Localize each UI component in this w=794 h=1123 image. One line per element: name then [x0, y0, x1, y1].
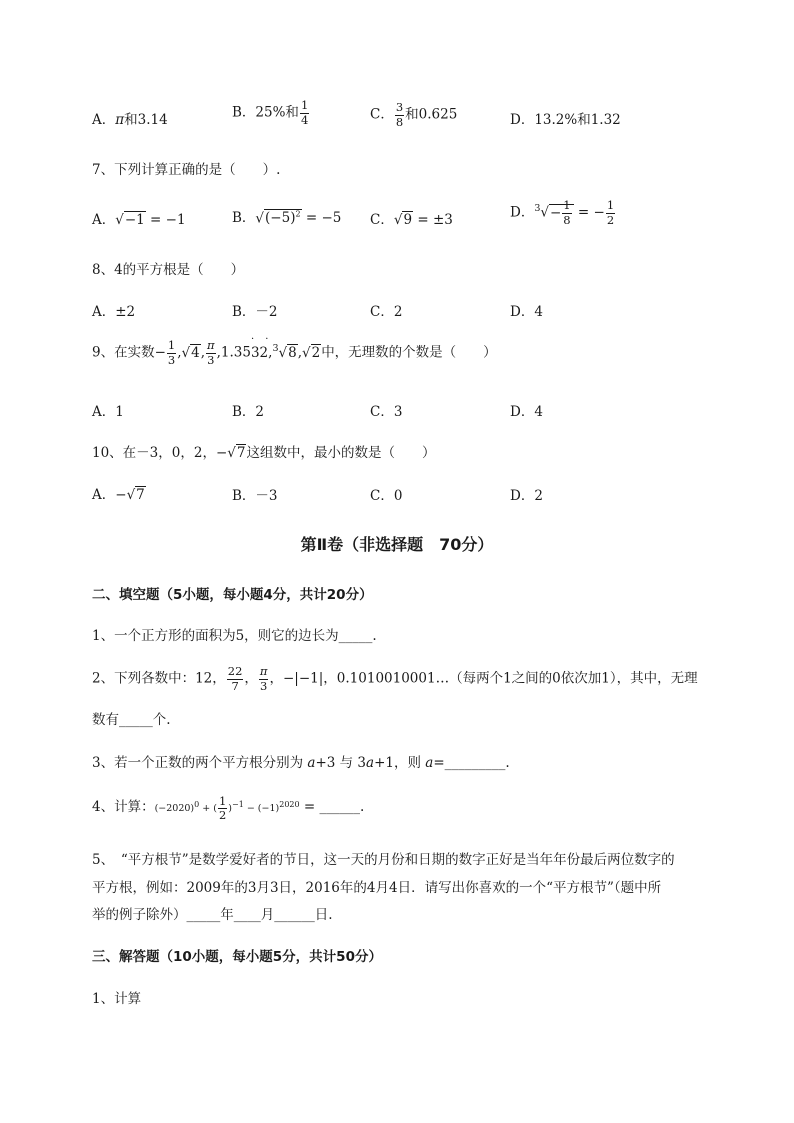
separator: ,: [268, 344, 273, 361]
fraction: [227, 666, 244, 692]
option-label: A．−: [92, 487, 127, 503]
q10-option-a: [92, 483, 146, 503]
sqrt-expression: √7: [227, 445, 246, 461]
separator: ,: [177, 344, 182, 361]
expr-text: (−2020): [154, 803, 195, 814]
option-label: D．: [510, 112, 535, 128]
exponent: 2: [295, 209, 301, 219]
radicand: 9: [403, 212, 413, 228]
q8-stem: 8、4的平方根是（ ）: [92, 262, 245, 278]
fraction: [259, 666, 269, 692]
q6-option-a: [92, 108, 168, 128]
expression: $(-2020)^0$ + ( $\frac{1}{2}$ )$^{-1} - (-1)^{2020}$: [154, 793, 300, 822]
s2-q5-line3: 举的例子除外）_____年____月______日.: [92, 907, 333, 923]
expr-text: − (−1): [243, 803, 280, 814]
numerator: 3: [395, 100, 404, 114]
radicand: 8: [288, 344, 297, 361]
numerator: 1: [167, 338, 176, 352]
pi-symbol: π: [115, 112, 125, 128]
fraction: [395, 102, 404, 128]
option-text: 和0.625: [405, 106, 458, 123]
minus-sign: −: [549, 204, 562, 221]
separator: ，: [244, 670, 258, 687]
option-label: A．: [92, 112, 116, 128]
q9-option-d: D．4: [510, 404, 543, 420]
stem-text: 2、下列各数中：12，: [92, 670, 226, 687]
sqrt-expression: √4: [181, 344, 200, 361]
option-label: B．: [232, 210, 256, 226]
answer-blank: =_________.: [433, 755, 510, 771]
q6-option-c: [370, 102, 457, 128]
option-text: = ±3: [413, 212, 453, 228]
fraction: [206, 340, 216, 366]
s3-q1: 1、计算: [92, 991, 142, 1007]
fraction: [300, 100, 309, 126]
abs-value-expression: ，−|−1|: [269, 670, 324, 687]
fraction: [167, 340, 176, 366]
radicand: 7: [136, 487, 145, 503]
q7-option-c: [370, 208, 453, 228]
radicand-base: (−5): [265, 210, 296, 226]
s2-q1: 1、一个正方形的面积为5，则它的边长为_____.: [92, 628, 377, 644]
radicand: [549, 198, 574, 227]
numerator: 1: [300, 98, 309, 112]
radicand: −1: [124, 212, 145, 228]
repeat-dots: · ·: [250, 333, 273, 345]
numerator: π: [207, 338, 215, 352]
s2-q2-line2: 数有_____个.: [92, 712, 171, 728]
stem-text: 3、若一个正数的两个平方根分别为: [92, 755, 308, 771]
denominator: 3: [207, 352, 215, 367]
option-text: 13.2%和1.32: [534, 112, 621, 128]
q10-option-c: C．0: [370, 488, 403, 504]
denominator: 7: [231, 678, 239, 693]
stem-text: 4、计算：: [92, 799, 155, 815]
sqrt-expression: √2: [301, 344, 321, 361]
root-index: 3: [272, 343, 279, 354]
exponent: 0: [194, 799, 200, 809]
q10-option-b: B．－3: [232, 488, 278, 504]
numerator: 1: [218, 793, 227, 808]
q9-option-b: B．2: [232, 404, 265, 420]
q9-option-c: C．3: [370, 404, 403, 420]
q6-option-b: [232, 100, 310, 126]
q8-option-a: A．±2: [92, 304, 136, 320]
sqrt-expression: √9: [393, 212, 413, 228]
option-label: C．: [370, 106, 394, 123]
denominator: 8: [395, 114, 404, 129]
fraction: [606, 200, 615, 226]
radicand: [264, 209, 302, 226]
section2-title: 二、填空题（5小题，每小题4分，共计20分）: [92, 587, 373, 603]
expr-text: + (: [199, 803, 217, 814]
variable-a: a: [366, 755, 375, 771]
denominator: 2: [606, 212, 615, 227]
s2-q2: [92, 666, 698, 692]
option-text: 和3.14: [124, 112, 168, 128]
option-label: B．: [232, 104, 256, 121]
q8-option-c: C．2: [370, 304, 403, 320]
fraction: [218, 793, 227, 822]
sqrt-expression: $√(-5)^2$: [255, 209, 301, 226]
s2-q3: [92, 751, 510, 771]
q8-option-d: D．4: [510, 304, 543, 320]
fraction: [562, 200, 571, 226]
q7-option-b: [232, 206, 341, 226]
option-text: = −: [573, 204, 605, 221]
repeating-text: 32: [250, 344, 269, 361]
s2-q5-line2: 平方根，例如：2009年的3月3日，2016年的4月4日．请写出你喜欢的一个“平方根节”（题中所: [92, 880, 662, 896]
root-index: 3: [534, 203, 541, 214]
stem-text: 这组数中，最小的数是（ ）: [246, 445, 436, 461]
stem-text: 9、在实数−: [92, 344, 166, 361]
variable-a: a: [425, 755, 434, 771]
part2-title: 第Ⅱ卷（非选择题 70分）: [300, 535, 494, 554]
stem-text: +1，则: [374, 755, 426, 771]
cube-root-expression: √− $\frac{1}{8}$: [540, 200, 573, 226]
denominator: 4: [300, 112, 309, 127]
s2-q5-line1: 5、 “平方根节”是数学爱好者的节日，这一天的月份和日期的数字正好是当年年份最后两位数字的: [92, 852, 675, 868]
radicand: 2: [311, 344, 321, 361]
option-label: C．: [370, 212, 394, 228]
q10-option-d: D．2: [510, 488, 543, 504]
exponent: −1: [232, 799, 244, 809]
option-label: A．: [92, 212, 116, 228]
denominator: 2: [218, 808, 227, 822]
stem-text: 中，无理数的个数是（ ）: [321, 344, 497, 361]
numerator: 22: [227, 664, 243, 678]
q7-option-d: [510, 200, 616, 226]
sqrt-expression: √7: [126, 487, 145, 503]
sqrt-expression: √−1: [115, 212, 145, 228]
answer-blank: = ______.: [299, 799, 365, 815]
numerator: 1: [606, 198, 615, 212]
radicand: 4: [191, 344, 200, 361]
q9-stem: [92, 333, 497, 367]
separator: ,: [200, 344, 206, 361]
decimal-text: ,1.35: [216, 344, 251, 361]
section3-title: 三、解答题（10小题，每小题5分，共计50分）: [92, 949, 382, 965]
denominator: 8: [563, 212, 571, 227]
cube-root-expression: √8: [278, 344, 297, 361]
q10-stem: [92, 441, 435, 461]
variable-a: a: [307, 755, 316, 771]
option-label: D．: [510, 204, 535, 221]
option-text: 25%和: [255, 104, 299, 121]
denominator: 3: [167, 352, 176, 367]
repeating-digits: [250, 333, 273, 361]
denominator: 3: [260, 678, 268, 693]
q9-option-a: A．1: [92, 404, 124, 420]
stem-text: ，0.1010010001…（每两个1之间的0依次加1），其中，无理: [323, 670, 698, 687]
q7-option-a: [92, 208, 186, 228]
radicand: 7: [236, 445, 246, 461]
stem-text: 10、在－3，0，2，−: [92, 445, 228, 461]
q6-option-d: [510, 108, 621, 128]
q8-option-b: B．－2: [232, 304, 278, 320]
stem-text: +3 与 3: [315, 755, 367, 771]
separator: ,: [297, 344, 302, 361]
numerator: π: [259, 664, 268, 678]
q7-stem: 7、下列计算正确的是（ ）.: [92, 162, 281, 178]
option-text: = −1: [145, 212, 186, 228]
s2-q4: [92, 795, 364, 822]
option-text: = −5: [301, 210, 342, 226]
numerator: 1: [563, 198, 571, 212]
exponent: 2020: [279, 799, 300, 809]
